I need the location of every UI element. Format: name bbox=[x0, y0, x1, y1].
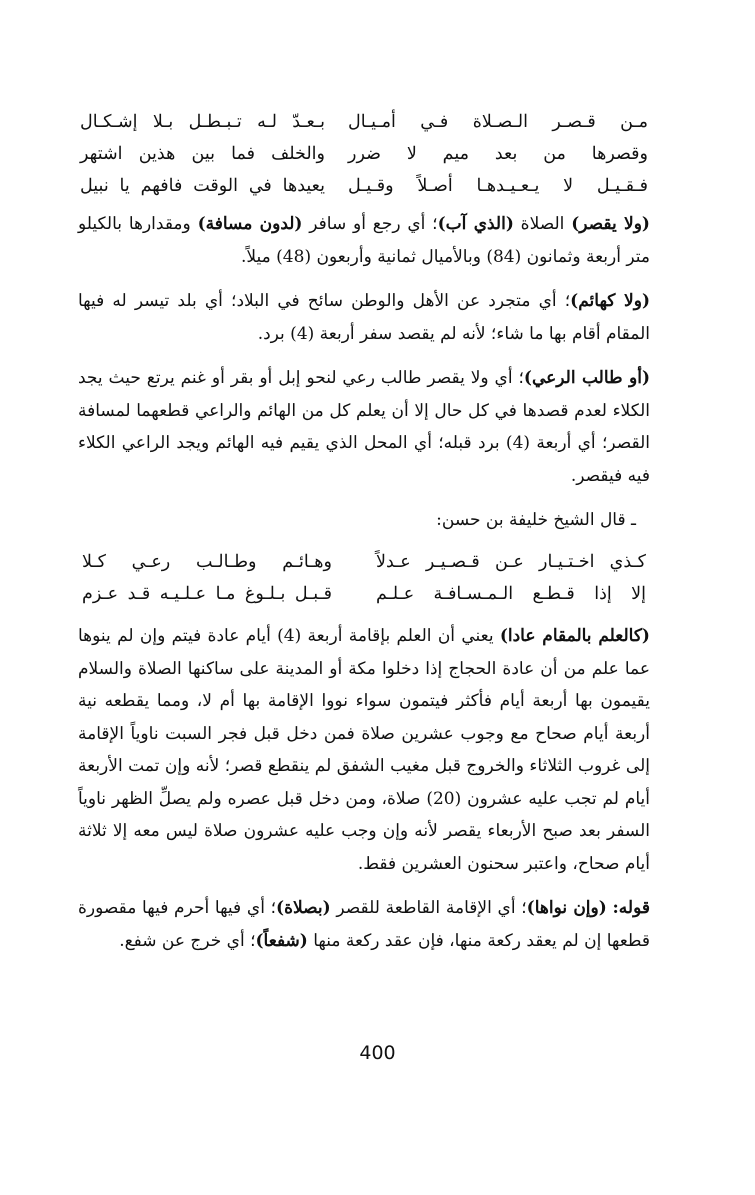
commentary-text: ؛ أي متجرد عن الأهل والوطن سائح في البلاد؛ أي بلد تيسر له فيها المقام أقام بها ما شاء؛ لأنه لم يقصد سفر أربعة (4) برد. bbox=[78, 291, 650, 344]
commentary-paragraph-2 bbox=[78, 285, 650, 350]
verse-line bbox=[80, 138, 648, 170]
poem-block-1 bbox=[80, 106, 648, 202]
poem-block-2 bbox=[82, 546, 646, 610]
commentary-text: ومقدارها بالكيلو متر أربعة وثمانون (84) وبالأميال ثمانية وأربعون (48) ميلاً. bbox=[78, 214, 650, 267]
quoted-term: قوله: bbox=[612, 898, 650, 918]
commentary-paragraph-5 bbox=[78, 892, 650, 957]
page-body bbox=[78, 106, 650, 969]
quoted-term: (شفعاً) bbox=[255, 930, 308, 951]
verse-line bbox=[82, 578, 646, 610]
commentary-text: ؛ أي رجع أو سافر bbox=[302, 214, 438, 234]
commentary-paragraph-4 bbox=[78, 620, 650, 880]
verse-line bbox=[80, 170, 648, 202]
quoted-term: (ولا كهائم) bbox=[570, 291, 650, 311]
verse-hemistich-second: وهـائـم وطـالـب رعـي كـلا bbox=[82, 552, 332, 572]
verse-hemistich-second: قـبـل بـلـوغ مـا عـلـيـه قـد عـزم bbox=[82, 584, 332, 604]
quoted-term: (بصلاة) bbox=[276, 898, 331, 918]
commentary-paragraph-1 bbox=[78, 208, 650, 273]
verse-hemistich-second: والخلف فما بين هذين اشتهر bbox=[80, 144, 325, 164]
verse-hemistich-second: بـعـدّ لـه تـبـطـل بـلا إشـكـال bbox=[80, 112, 325, 132]
verse-line bbox=[82, 546, 646, 578]
verse-hemistich-first: كـذي اخـتـيـار عـن قـصـيـر عـدلاً bbox=[376, 552, 646, 572]
quoted-term: (الذي آب) bbox=[437, 214, 514, 234]
commentary-text: الصلاة bbox=[513, 214, 572, 234]
verse-hemistich-first: فـقـيـل لا يـعـيـدهـا أصـلاً وقـيـل bbox=[348, 176, 648, 196]
verse-hemistich-second: يعيدها في الوقت فافهم يا نبيل bbox=[80, 176, 325, 196]
verse-hemistich-first: وقصرها من بعد ميم لا ضرر bbox=[348, 144, 648, 164]
quoted-term: (ولا يقصر) bbox=[571, 214, 650, 234]
quoted-term: (لدون مسافة) bbox=[197, 214, 303, 234]
page-number: 400 bbox=[359, 1042, 396, 1064]
commentary-text: ؛ أي الإقامة القاطعة للقصر bbox=[330, 898, 527, 918]
commentary-paragraph-3 bbox=[78, 362, 650, 492]
quoted-term: (وإن نواها) bbox=[526, 898, 607, 918]
commentary-text: ؛ أي ولا يقصر طالب رعي لنحو إبل أو بقر أو غنم يرتع حيث يجد الكلاء لعدم قصدها في كل حال إلا أن يعلم كل من الهائم والراعي قطعهما لمسافة القصر؛ أي أربعة (4) برد قبله؛ أي المحل الذي يقيم فيه الهائم ويجد الراعي الكلاء فيه فيقصر. bbox=[78, 368, 650, 486]
commentary-text: ؛ أي خرج عن شفع. bbox=[119, 930, 256, 951]
quoted-term: (كالعلم بالمقام عادا) bbox=[499, 626, 650, 646]
commentary-text: يعني أن العلم بإقامة أربعة (4) أيام عادة فيتم وإن لم ينوها عما علم من أن عادة الحجاج إذا دخلوا مكة أو المدينة على ساكنها الصلاة والسلام يقيمون بها أربعة أيام فأكثر فيتمون سواء نووا الإقامة بها أم لا، ومما يقطعه نية أربعة أيام صحاح مع وجوب عشرين صلاة فمن دخل قبل فجر السبت ناوياً الإقامة إلى غروب الثلاثاء والخروج قبل مغيب الشفق لم ينقطع قصر؛ لأنه وإن تمت الأربعة أيام لم تجب عليه عشرون (20) صلاة، ومن دخل قبل عصره ولم يصلِّ الظهر ناوياً السفر بعد صبح الأربعاء يقصر لأنه وإن وجب عليه عشرون صلاة ليس معه إلا ثلاثة أيام صحاح، واعتبر سحنون العشرين فقط. bbox=[78, 626, 650, 874]
quoted-term: (أو طالب الرعي) bbox=[523, 368, 650, 388]
poem-attribution: ـ قال الشيخ خليفة بن حسن: bbox=[436, 510, 636, 530]
verse-hemistich-first: مـن قـصـر الـصـلاة فـي أمـيـال bbox=[348, 112, 648, 132]
verse-hemistich-first: إلا إذا قـطـع الـمـسـافـة عـلـم bbox=[376, 584, 646, 604]
commentary-text: ؛ أي فيها أحرم فيها مقصورة قطعها إن لم يعقد ركعة منها، فإن عقد ركعة منها bbox=[78, 898, 650, 951]
verse-line bbox=[80, 106, 648, 138]
